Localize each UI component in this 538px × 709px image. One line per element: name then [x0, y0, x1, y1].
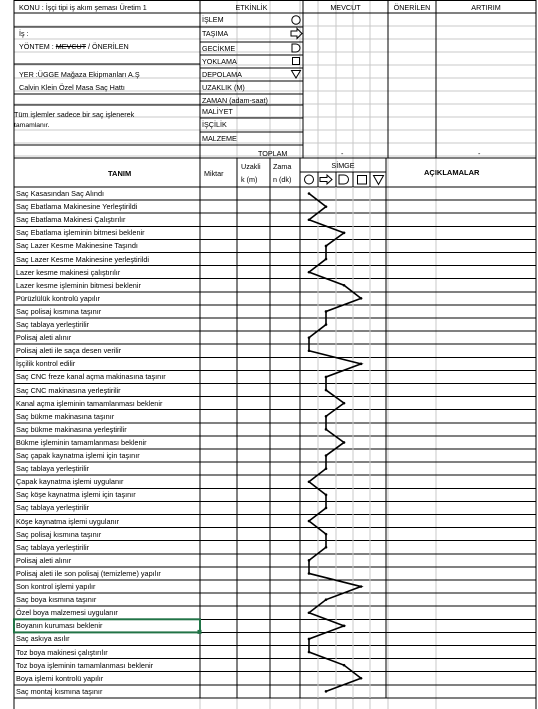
flow-point: [308, 271, 311, 274]
artirim-header: ARTIRIM: [471, 3, 501, 12]
flow-point: [308, 638, 311, 641]
yoklama-square-icon: [293, 58, 300, 65]
step-description[interactable]: Boyanın kuruması beklenir: [16, 621, 103, 631]
flow-point: [325, 533, 328, 536]
flow-point: [325, 415, 328, 418]
etkinlik-item: DEPOLAMA: [202, 70, 242, 79]
zaman-header-1: Zama: [273, 162, 292, 171]
flow-point: [343, 232, 346, 235]
etkinlik-item: MALZEME: [202, 134, 237, 143]
simge-triangle-icon: [374, 176, 384, 185]
toplam-artirim-value: -: [478, 149, 481, 158]
flow-point: [308, 559, 311, 562]
mevcut-header: MEVCUT: [330, 3, 361, 12]
step-description[interactable]: Kanal açma işleminin tamamlanması beklenir: [16, 398, 163, 408]
flow-point: [325, 376, 328, 379]
flow-point: [325, 467, 328, 470]
yontem-label: YÖNTEM : MEVCUT / ÖNERİLEN: [19, 42, 129, 51]
step-description[interactable]: Polisaj aleti ile saça desen verilir: [16, 346, 122, 356]
tanim-header: TANIM: [108, 169, 132, 178]
step-description[interactable]: Saç askıya asılır: [16, 634, 70, 644]
step-description[interactable]: Lazer kesme işleminin bitmesi beklenir: [16, 280, 141, 290]
flow-point: [308, 192, 311, 195]
note-line-2: tamamlanır.: [14, 122, 50, 129]
step-description[interactable]: Saç köşe kaynatma işlemi için taşınır: [16, 490, 136, 500]
flow-point: [308, 480, 311, 483]
etkinlik-item: GECİKME: [202, 44, 236, 53]
etkinlik-title: ETKİNLİK: [235, 3, 268, 12]
step-description[interactable]: Polisaj aleti ile son polisaj (temizleme) yapılır: [16, 568, 161, 578]
step-description[interactable]: Saç Kasasından Saç Alındı: [16, 189, 105, 198]
flow-point: [308, 520, 311, 523]
step-description[interactable]: Saç Ebatlama Makinesine Yerleştirildi: [16, 202, 138, 212]
flow-point: [325, 258, 328, 261]
step-description[interactable]: Son kontrol işlemi yapılır: [16, 582, 96, 591]
flow-point: [308, 572, 311, 575]
step-description[interactable]: Toz boya makinesi çalıştırılır: [16, 647, 108, 657]
aciklamalar-header: AÇIKLAMALAR: [424, 168, 480, 177]
step-description[interactable]: Lazer kesme makinesi çalıştırılır: [16, 267, 121, 277]
flow-point: [360, 363, 363, 366]
flow-point: [325, 389, 328, 392]
step-description[interactable]: Saç tablaya yerleştirilir: [16, 464, 89, 474]
flow-point: [325, 494, 328, 497]
islem-circle-icon: [292, 16, 300, 24]
toplam-mevcut-value: -: [341, 149, 344, 158]
flow-point: [343, 441, 346, 444]
step-description[interactable]: Özel boya malzemesi uygulanır: [16, 608, 118, 618]
yer-label: YER :ÜGGE Mağaza Ekipmanları A.Ş: [19, 70, 140, 79]
step-description[interactable]: Saç montaj kısmına taşınır: [16, 686, 103, 696]
simge-d-icon: [339, 175, 349, 184]
step-description[interactable]: Saç çapak kaynatma işlemi için taşınır: [16, 451, 140, 460]
step-description[interactable]: İşçilik kontrol edilir: [16, 359, 76, 369]
etkinlik-item: İŞLEM: [202, 15, 224, 24]
step-description[interactable]: Saç CNC makinasına yerleştirilir: [16, 385, 121, 395]
flow-point: [308, 218, 311, 221]
flow-point: [325, 428, 328, 431]
fill-handle: [198, 630, 202, 634]
uzaklik-header-2: k (m): [241, 175, 258, 184]
flow-point: [343, 284, 346, 287]
flow-point: [360, 585, 363, 588]
flow-point: [308, 611, 311, 614]
step-description[interactable]: Saç Ebatlama Makinesi Çalıştırılır: [16, 215, 126, 225]
flow-point: [325, 507, 328, 510]
etkinlik-item: YOKLAMA: [202, 57, 237, 66]
flow-point: [343, 664, 346, 667]
step-description[interactable]: Polisaj aleti alınır: [16, 555, 72, 565]
etkinlik-item: MALİYET: [202, 107, 233, 116]
flow-point: [325, 546, 328, 549]
step-description[interactable]: Saç tablaya yerleştirilir: [16, 503, 89, 513]
flow-point: [325, 310, 328, 313]
simge-header: SİMGE: [331, 161, 355, 170]
etkinlik-item: ZAMAN (adam-saat): [202, 96, 268, 105]
step-description[interactable]: Saç Ebatlama işleminin bitmesi beklenir: [16, 228, 145, 238]
flow-point: [325, 323, 328, 326]
step-description[interactable]: Saç boya kısmına taşınır: [16, 595, 97, 605]
is-label: İş :: [19, 29, 29, 38]
flow-point: [360, 297, 363, 300]
onerilen-header: ÖNERİLEN: [393, 3, 431, 12]
uzaklik-header-1: Uzakli: [241, 162, 261, 171]
step-description[interactable]: Saç bükme makinasına taşınır: [16, 411, 115, 421]
step-description[interactable]: Saç CNC freze kanal açma makinasına taşınır: [16, 372, 166, 382]
konu-label: KONU : İşçi tipi iş akım şeması Üretim 1: [19, 3, 147, 12]
step-description[interactable]: Pürüzlülük kontrolü yapılır: [16, 293, 100, 303]
toplam-label: TOPLAM: [258, 149, 288, 158]
flow-point: [308, 349, 311, 352]
step-description[interactable]: Bükme işleminin tamamlanması beklenir: [16, 437, 147, 447]
flow-point: [325, 598, 328, 601]
miktar-header: Miktar: [204, 169, 224, 178]
simge-square-icon: [358, 176, 367, 185]
flow-point: [343, 402, 346, 405]
flow-point: [308, 336, 311, 339]
step-description[interactable]: Polisaj aleti alınır: [16, 333, 72, 343]
line-label: Calvin Klein Özel Masa Saç Hattı: [19, 83, 125, 92]
zaman-header-2: n (dk): [273, 175, 292, 184]
flow-point: [325, 690, 328, 693]
simge-arrow-icon: [320, 175, 332, 184]
step-description[interactable]: Saç polisaj kısmına taşınır: [16, 306, 102, 316]
simge-circle-icon: [305, 175, 314, 184]
depolama-triangle-icon: [292, 71, 301, 79]
step-description[interactable]: Toz boya işleminin tamamlanması beklenir: [16, 660, 154, 670]
etkinlik-item: TAŞIMA: [202, 29, 229, 38]
step-description[interactable]: Köşe kaynatma işlemi uygulanır: [16, 516, 120, 526]
etkinlik-item: UZAKLIK (M): [202, 83, 245, 92]
flow-point: [308, 651, 311, 654]
note-line-1: Tüm işlemler sadece bir saç işlenerek: [14, 110, 135, 119]
flow-point: [343, 625, 346, 628]
step-description[interactable]: Boya işlemi kontrolü yapılır: [16, 673, 104, 683]
etkinlik-item: İŞÇİLİK: [202, 120, 227, 129]
gecikme-d-icon: [292, 44, 300, 52]
flow-point: [325, 245, 328, 248]
step-description[interactable]: Saç polisaj kısmına taşınır: [16, 529, 102, 539]
flow-point: [325, 205, 328, 208]
step-description[interactable]: Saç tablaya yerleştirilir: [16, 542, 89, 552]
step-description[interactable]: Çapak kaynatma işlemi uygulanır: [16, 477, 124, 487]
step-description[interactable]: Saç Lazer Kesme Makinesine yerleştirildi: [16, 254, 150, 264]
flow-point: [360, 677, 363, 680]
step-description[interactable]: Saç bükme makinasına yerleştirilir: [16, 424, 127, 434]
step-description[interactable]: Saç Lazer Kesme Makinesine Taşındı: [16, 241, 138, 251]
step-description[interactable]: Saç tablaya yerleştirilir: [16, 320, 89, 329]
flow-point: [325, 454, 328, 457]
